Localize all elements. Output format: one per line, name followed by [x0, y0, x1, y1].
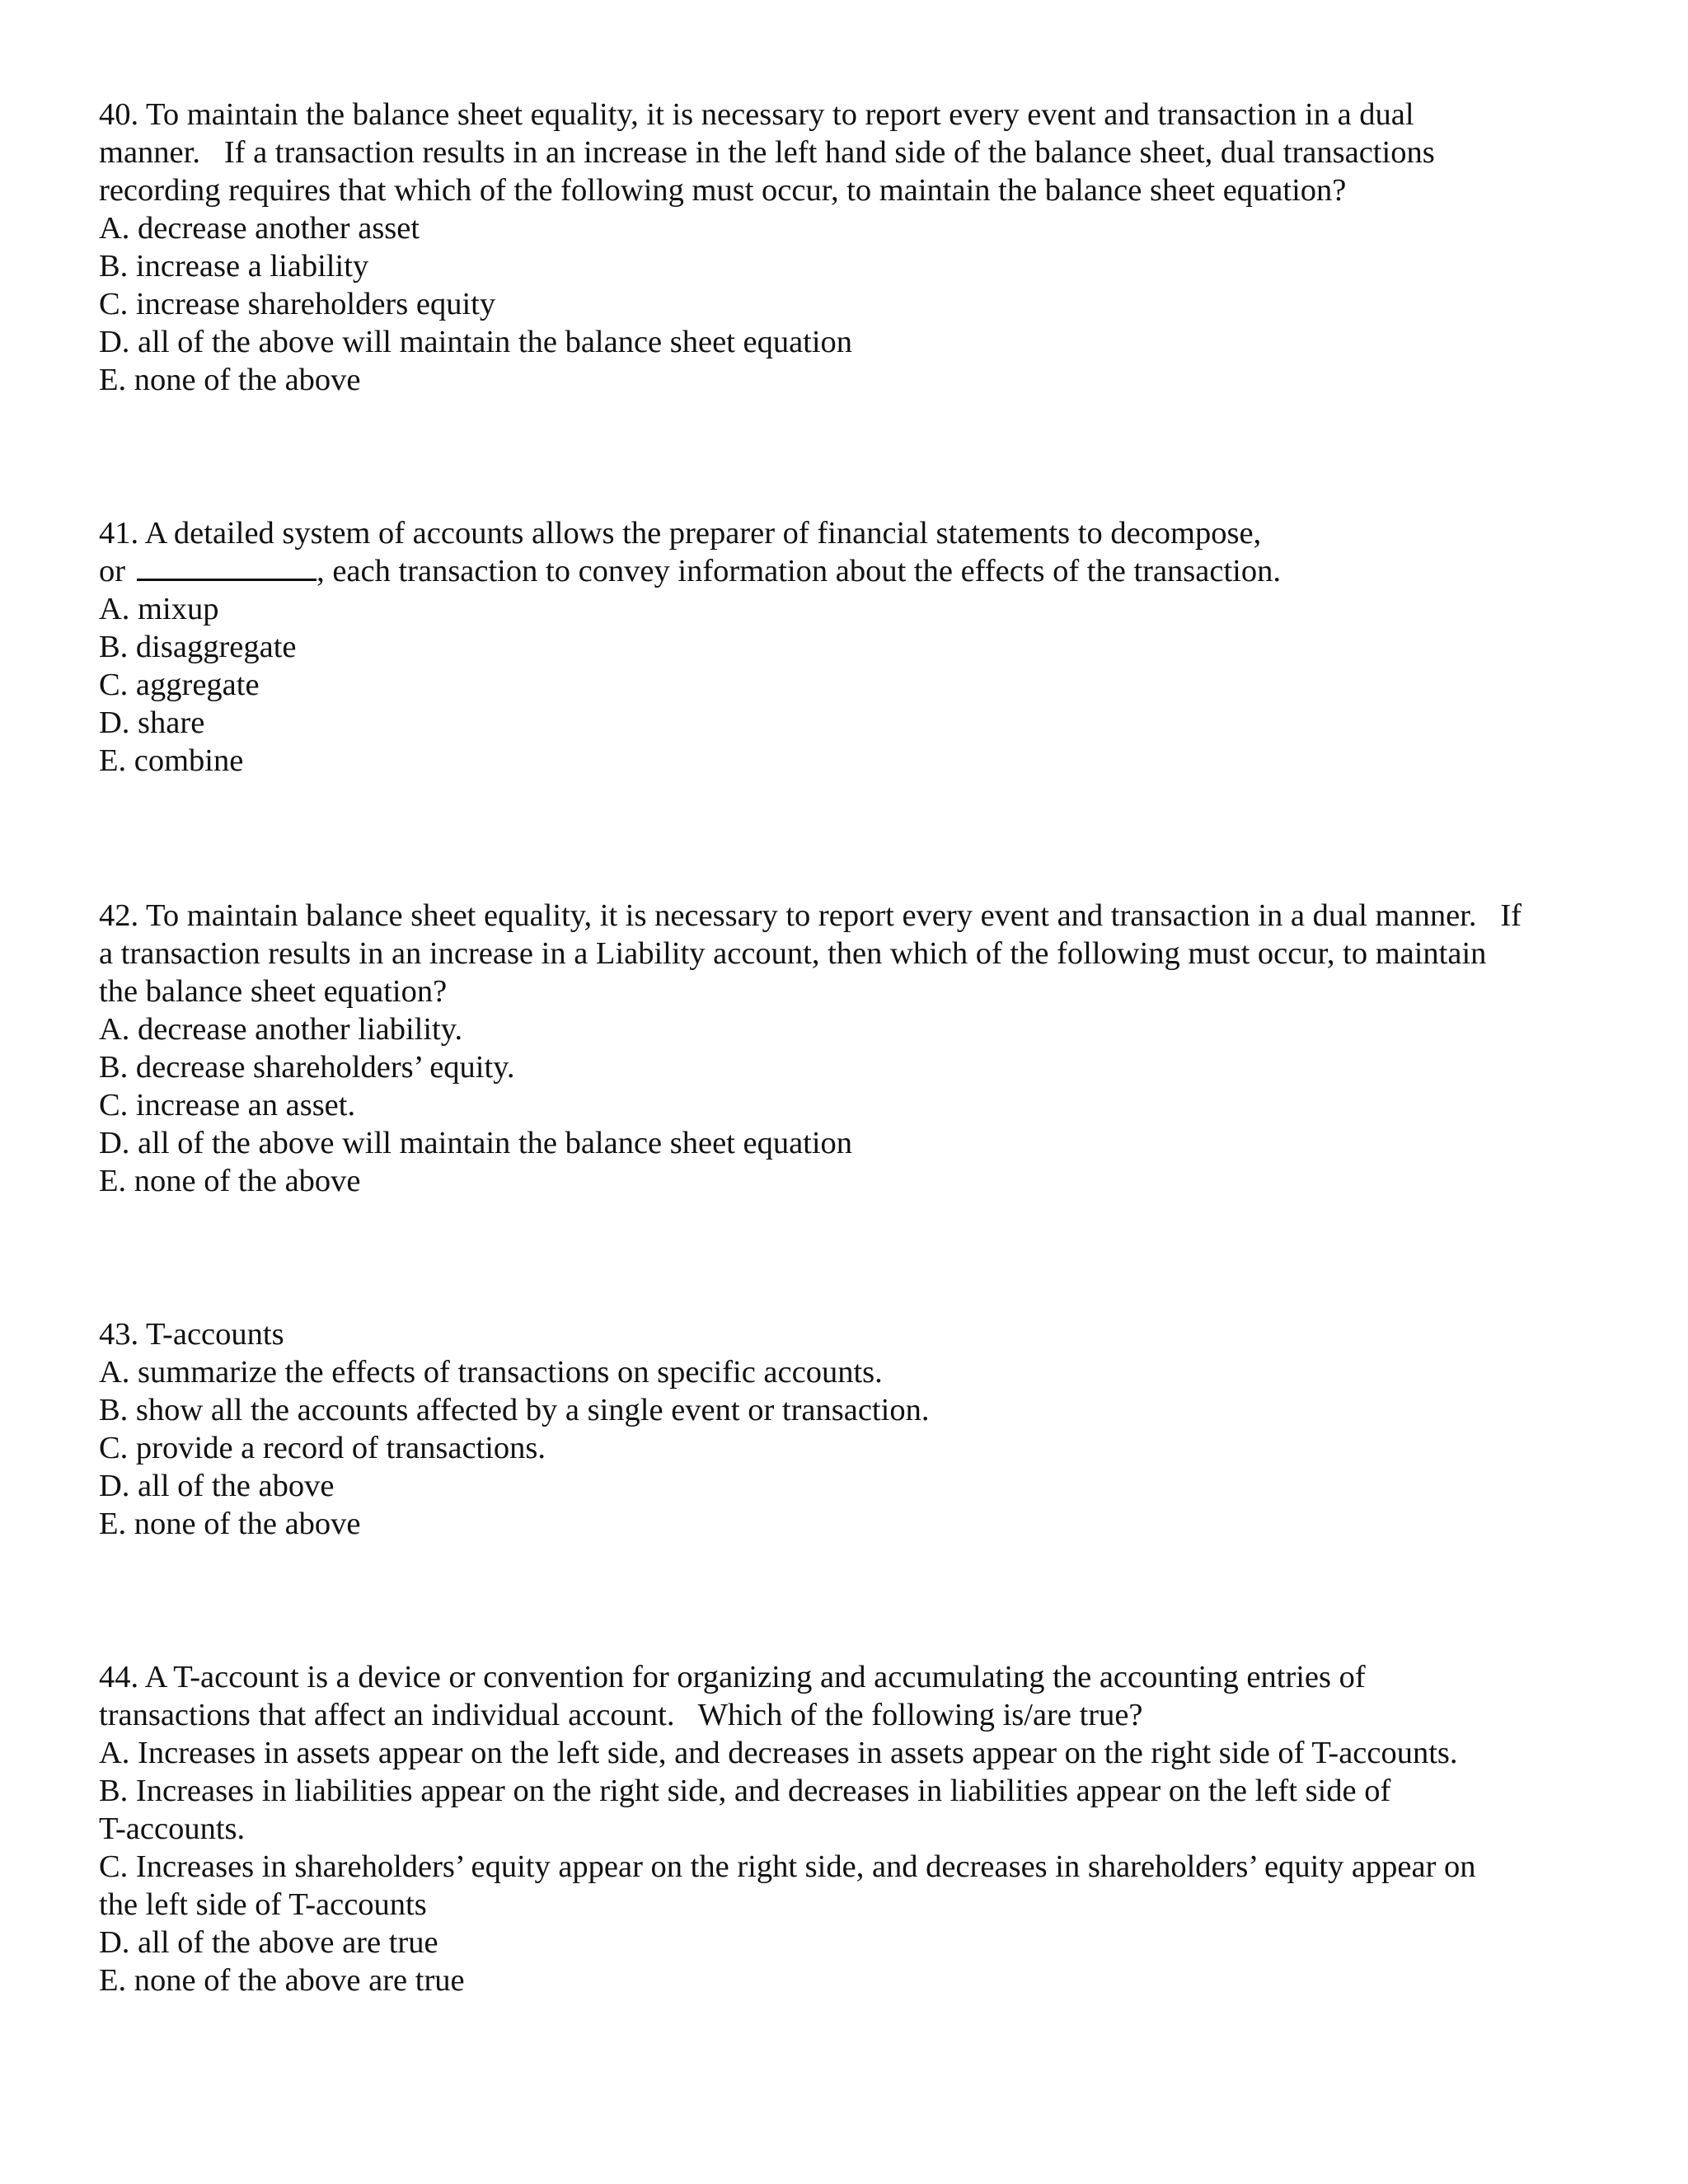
answer-option: E. combine: [99, 743, 244, 778]
question-stem-line: 41. A detailed system of accounts allows the preparer of financial statements to decompose,: [99, 516, 1262, 551]
question-stem-line: 43. T-accounts: [99, 1317, 284, 1352]
question-43: [99, 1315, 1550, 1543]
answer-option: A. mixup: [99, 592, 219, 626]
answer-option: D. all of the above will maintain the balance sheet equation: [99, 325, 853, 359]
answer-option: E. none of the above: [99, 1164, 361, 1198]
answer-option: D. all of the above: [99, 1469, 335, 1503]
answer-option: B. decrease shareholders’ equity.: [99, 1050, 515, 1085]
question-stem-line: 42. To maintain balance sheet equality, it is necessary to report every event and transaction in a dual manner. If: [99, 898, 1522, 933]
question-42: [99, 897, 1550, 1200]
question-41: [99, 514, 1550, 780]
answer-option: C. increase shareholders equity: [99, 287, 496, 321]
answer-option: D. share: [99, 705, 205, 740]
question-stem-line: the balance sheet equation?: [99, 974, 448, 1009]
answer-option: A. Increases in assets appear on the left side, and decreases in assets appear on the right side of T-accounts.: [99, 1736, 1458, 1770]
answer-option: B. disaggregate: [99, 630, 297, 664]
answer-option: E. none of the above: [99, 363, 361, 397]
answer-option: A. summarize the effects of transactions on specific accounts.: [99, 1355, 883, 1390]
answer-option: C. aggregate: [99, 668, 260, 702]
answer-option: C. provide a record of transactions.: [99, 1431, 546, 1465]
answer-option: D. all of the above are true: [99, 1925, 438, 1960]
question-44: [99, 1658, 1550, 1999]
blank-prefix: or: [99, 554, 126, 588]
question-stem-line: transactions that affect an individual account. Which of the following is/are true?: [99, 1698, 1143, 1732]
question-stem-line: 40. To maintain the balance sheet equality, it is necessary to report every event and transaction in a dual: [99, 97, 1414, 132]
answer-option: A. decrease another asset: [99, 211, 420, 246]
question-stem-line: manner. If a transaction results in an increase in the left hand side of the balance sheet, dual transactions: [99, 135, 1435, 170]
answer-option: E. none of the above: [99, 1507, 361, 1541]
answer-option: C. Increases in shareholders’ equity appear on the right side, and decreases in shareholders’ equity appear on: [99, 1849, 1476, 1884]
question-stem-line: 44. A T-account is a device or convention for organizing and accumulating the accounting entries of: [99, 1660, 1366, 1694]
answer-option: C. increase an asset.: [99, 1088, 356, 1122]
question-stem-line: recording requires that which of the following must occur, to maintain the balance sheet equation?: [99, 173, 1347, 208]
answer-option: E. none of the above are true: [99, 1963, 465, 1998]
answer-option: D. all of the above will maintain the balance sheet equation: [99, 1126, 853, 1160]
question-stem-line: a transaction results in an increase in a Liability account, then which of the following must occur, to maintain: [99, 936, 1487, 971]
fill-in-blank: [137, 554, 316, 581]
answer-option: A. decrease another liability.: [99, 1012, 463, 1047]
question-40: [99, 96, 1550, 399]
blank-suffix: , each transaction to convey information about the effects of the transaction.: [316, 554, 1281, 588]
answer-option: B. increase a liability: [99, 249, 369, 284]
answer-option-continued: T-accounts.: [99, 1811, 246, 1846]
question-stem-blank-line: [99, 552, 1550, 590]
answer-option: B. show all the accounts affected by a single event or transaction.: [99, 1393, 930, 1427]
answer-option-continued: the left side of T-accounts: [99, 1887, 427, 1922]
answer-option: B. Increases in liabilities appear on the right side, and decreases in liabilities appear on the left side of: [99, 1774, 1391, 1808]
